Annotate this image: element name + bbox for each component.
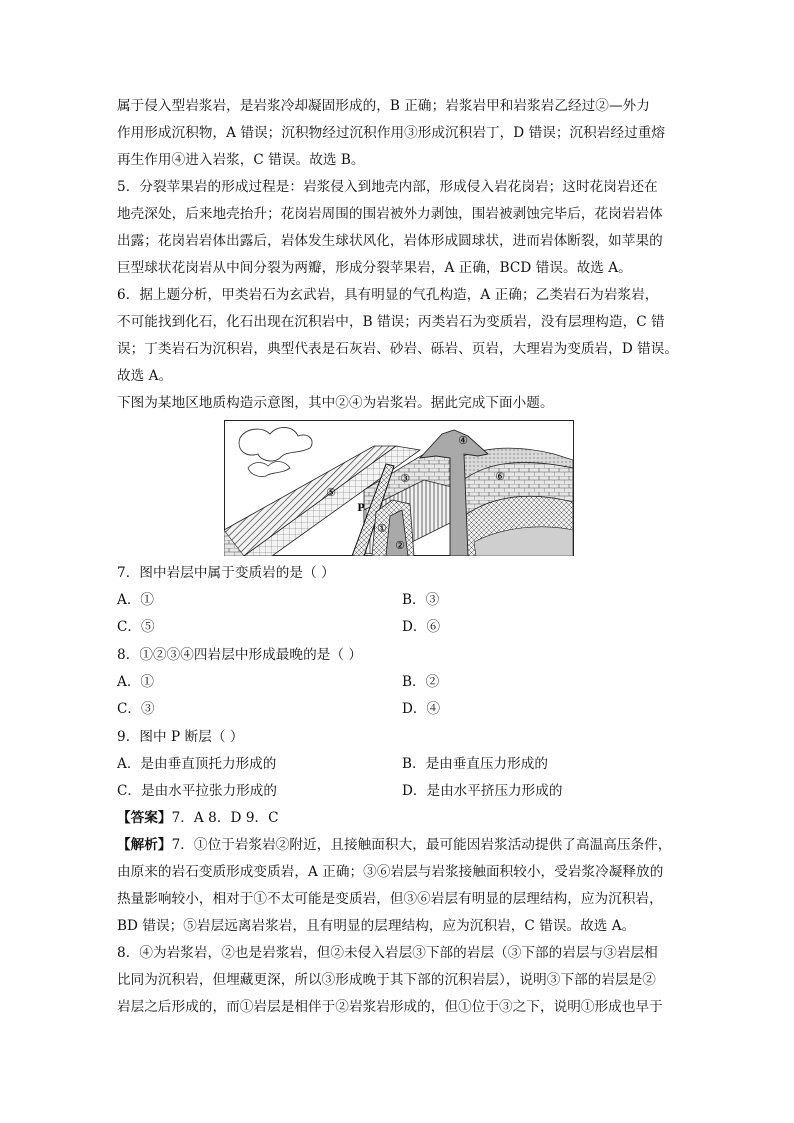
text-line: 巨型球状花岗岩从中间分裂为两瓣，形成分裂苹果岩，A 正确，BCD 错误。故选 A。	[117, 260, 632, 276]
text-line: 误；丁类岩石为沉积岩，典型代表是石灰岩、砂岩、砾岩、页岩，大理岩为变质岩，D 错误。	[117, 341, 679, 357]
answer-tag: 【答案】	[117, 810, 172, 826]
q8-option-d[interactable]: D．④	[402, 701, 441, 717]
text-line: 故选 A。	[117, 368, 173, 384]
text-line: 由原来的岩石变质形成变质岩，A 正确；③⑥岩层与岩浆接触面积较小，受岩浆冷凝释放的	[117, 864, 664, 880]
q7-option-b[interactable]: B．③	[402, 592, 440, 608]
q9-option-a[interactable]: A．是由垂直顶托力形成的	[117, 756, 277, 772]
q8-option-c[interactable]: C．③	[117, 701, 155, 717]
question-9-stem: 9．图中 P 断层（ ）	[117, 729, 244, 745]
label-4: ④	[458, 434, 468, 447]
q7-option-c[interactable]: C．⑤	[117, 619, 155, 635]
text-line: 属于侵入型岩浆岩，是岩浆冷却凝固形成的，B 正确；岩浆岩甲和岩浆岩乙经过②—外力	[117, 98, 650, 114]
q8-option-a[interactable]: A．①	[117, 674, 155, 690]
label-p: P	[357, 503, 365, 514]
label-2: ②	[395, 539, 405, 552]
answer-line	[117, 809, 279, 827]
q7-option-a[interactable]: A．①	[117, 592, 155, 608]
answer-text: 7．A 8．D 9．C	[171, 810, 279, 826]
analysis-text: 7．①位于岩浆岩②附近，且接触面积大，最可能因岩浆活动提供了高温高压条件，	[171, 837, 672, 853]
q9-option-c[interactable]: C．是由水平拉张力形成的	[117, 783, 277, 799]
text-line: 出露；花岗岩岩体出露后，岩体发生球状风化，岩体形成圆球状，进而岩体断裂，如苹果的	[117, 233, 663, 249]
text-line: 热量影响较小，相对于①不太可能是变质岩，但③⑥岩层有明显的层理结构，应为沉积岩，	[117, 891, 663, 907]
analysis-line	[117, 836, 671, 854]
question-7-stem: 7．图中岩层中属于变质岩的是（ ）	[117, 565, 335, 581]
text-line: 地壳深处，后来地壳抬升；花岗岩周围的围岩被外力剥蚀，围岩被剥蚀完毕后，花岗岩岩体	[117, 206, 663, 222]
text-line: BD 错误；⑤岩层远离岩浆岩，且有明显的层理结构，应为沉积岩，C 错误。故选 A。	[117, 918, 636, 934]
label-1: ①	[377, 522, 387, 535]
text-line: 岩层之后形成的，而①岩层是相伴于②岩浆岩形成的，但①位于③之下，说明①形成也早于	[117, 999, 663, 1015]
question-8-stem: 8．①②③④四岩层中形成最晚的是（ ）	[117, 647, 363, 663]
text-line: 不可能找到化石，化石出现在沉积岩中，B 错误；丙类岩石为变质岩，没有层理构造，C 错	[117, 314, 665, 330]
label-5: ⑤	[326, 486, 336, 499]
q8-option-b[interactable]: B．②	[402, 674, 440, 690]
text-line: 5．分裂苹果岩的形成过程是：岩浆侵入到地壳内部，形成侵入岩花岗岩；这时花岗岩还在	[117, 179, 658, 195]
geology-diagram	[224, 420, 574, 556]
analysis-tag: 【解析】	[117, 837, 172, 853]
q7-option-d[interactable]: D．⑥	[402, 619, 441, 635]
text-line: 8．④为岩浆岩，②也是岩浆岩，但②未侵入岩层③下部的岩层（③下部的岩层与③岩层相	[117, 945, 658, 961]
text-line: 6．据上题分析，甲类岩石为玄武岩，具有明显的气孔构造，A 正确；乙类岩石为岩浆岩，	[117, 287, 659, 303]
text-line: 再生作用④进入岩浆，C 错误。故选 B。	[117, 152, 365, 168]
label-3: ③	[400, 472, 410, 485]
label-6: ⑥	[495, 470, 505, 483]
question-intro: 下图为某地区地质构造示意图，其中②④为岩浆岩。据此完成下面小题。	[117, 395, 554, 411]
q9-option-d[interactable]: D．是由水平挤压力形成的	[402, 783, 563, 799]
text-line: 作用形成沉积物，A 错误；沉积物经过沉积作用③形成沉积岩丁，D 错误；沉积岩经过重熔	[117, 125, 666, 141]
q9-option-b[interactable]: B．是由垂直压力形成的	[402, 756, 548, 772]
text-line: 比同为沉积岩，但埋藏更深，所以③形成晚于其下部的沉积岩层），说明③下部的岩层是②	[117, 972, 656, 988]
